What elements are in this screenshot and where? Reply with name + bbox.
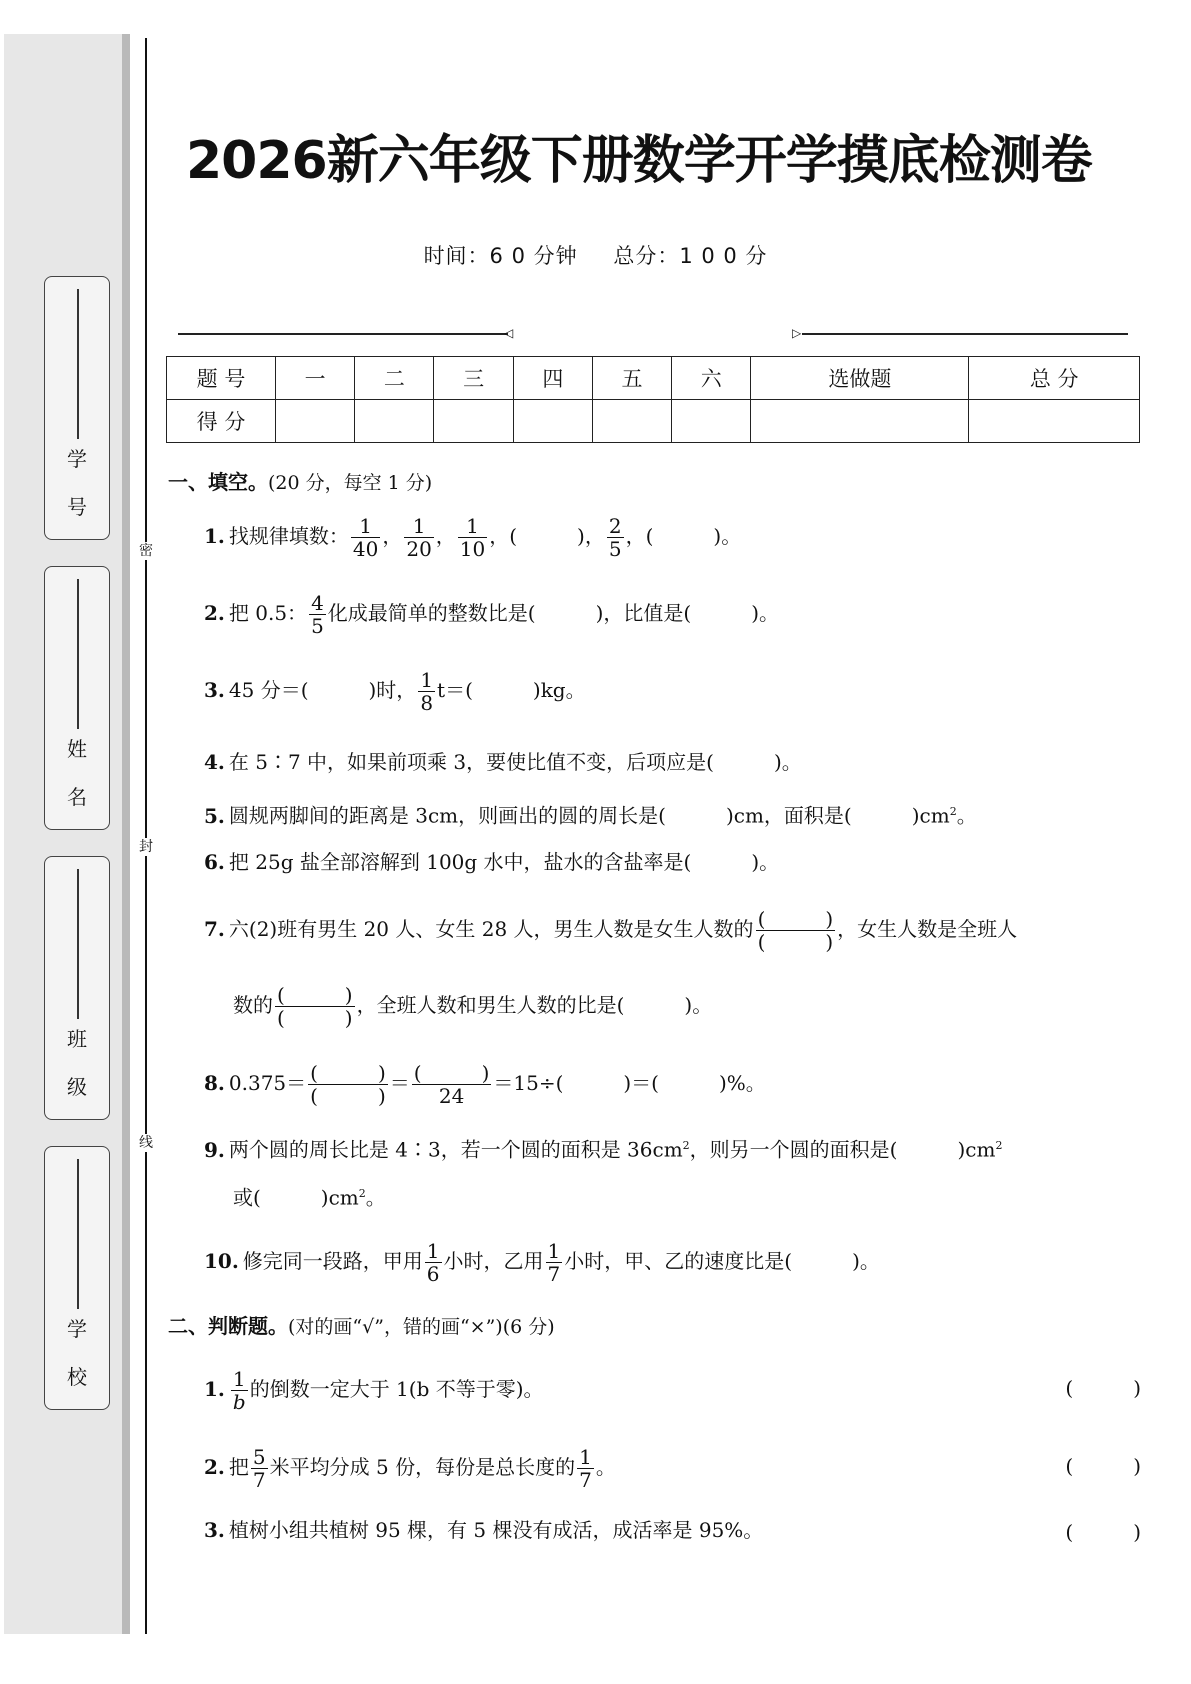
score-input-cell[interactable] <box>672 400 751 443</box>
numerator-blank[interactable]: ( ) <box>277 983 353 1007</box>
denominator: 7 <box>547 1262 561 1286</box>
numerator-blank[interactable]: ( ) <box>757 907 834 931</box>
binding-line <box>145 38 147 1634</box>
question-1-7 <box>204 908 1017 953</box>
question-text: 植树小组共植树 95 棵，有 5 棵没有成活，成活率是 95%。 <box>228 1518 764 1542</box>
question-text: 找规律填数： <box>228 524 349 548</box>
class-field[interactable] <box>44 856 110 1120</box>
question-1-4 <box>204 748 802 776</box>
question-text[interactable]: 圆规两脚间的距离是 3cm，则画出的圆的周长是( )cm，面积是( )cm <box>228 803 950 828</box>
question-number: 8. <box>204 1071 225 1095</box>
denominator: 10 <box>459 537 486 561</box>
divider-left <box>178 333 508 335</box>
question-text: 把 0.5： <box>228 601 308 625</box>
question-1-3 <box>204 669 586 714</box>
score-input-cell[interactable] <box>434 400 513 443</box>
denominator: 7 <box>252 1468 266 1492</box>
question-text: 0.375＝ <box>228 1071 307 1095</box>
denominator: 40 <box>352 537 379 561</box>
question-1-10 <box>204 1240 880 1285</box>
numerator: 1 <box>231 1368 248 1391</box>
numerator: 1 <box>579 1445 592 1469</box>
numerator: 5 <box>252 1445 266 1469</box>
table-cell: 三 <box>434 357 513 400</box>
question-1-5 <box>204 798 977 830</box>
judge-question-3 <box>204 1516 763 1544</box>
section-heading <box>168 1310 555 1339</box>
denominator: 8 <box>420 691 434 715</box>
left-arrow-icon: ◁ <box>504 326 514 340</box>
score-input-cell[interactable] <box>751 400 969 443</box>
fraction <box>607 515 624 560</box>
fraction <box>577 1446 594 1491</box>
question-text[interactable]: 小时，甲、乙的速度比是( )。 <box>564 1249 880 1273</box>
blank-line <box>77 1159 79 1309</box>
score-input-cell[interactable] <box>969 400 1140 443</box>
question-1-2 <box>204 592 779 637</box>
superscript: 2 <box>949 805 957 818</box>
question-1-7-cont <box>233 984 712 1029</box>
blank-line <box>77 289 79 439</box>
section-title: 一、填空。 <box>168 470 268 494</box>
question-text: 两个圆的周长比是 4∶3，若一个圆的面积是 36cm <box>228 1137 683 1162</box>
question-text: 六(2)班有男生 20 人、女生 28 人，男生人数是女生人数的 <box>228 917 754 941</box>
table-cell: 得 分 <box>167 400 276 443</box>
question-1-9 <box>204 1132 1002 1164</box>
table-score-row <box>167 400 1140 443</box>
section-note: (对的画“√”，错的画“×”)(6 分) <box>288 1316 555 1338</box>
numerator: 1 <box>404 515 433 538</box>
judge-answer-blank[interactable]: ( ) <box>1065 1376 1141 1400</box>
question-number: 5. <box>204 803 225 828</box>
judge-question-2 <box>204 1446 616 1491</box>
question-text: 数的 <box>233 993 273 1017</box>
superscript: 2 <box>995 1139 1003 1152</box>
question-text: 的倒数一定大于 1(b 不等于零)。 <box>249 1377 544 1401</box>
seal-mark-feng: 封 <box>136 838 156 856</box>
page-title: 2026新六年级下册数学开学摸底检测卷 <box>186 131 1092 191</box>
right-arrow-icon: ▷ <box>792 326 802 340</box>
question-text: 。 <box>365 1185 386 1210</box>
question-number: 2. <box>204 601 225 625</box>
table-cell: 总 分 <box>969 357 1140 400</box>
question-text[interactable]: 把 25g 盐全部溶解到 100g 水中，盐水的含盐率是( )。 <box>228 850 780 874</box>
question-text: 。 <box>595 1455 616 1479</box>
question-text[interactable]: ，全班人数和男生人数的比是( )。 <box>356 993 713 1017</box>
binding-margin-shade <box>122 34 130 1634</box>
question-number: 1. <box>204 524 225 548</box>
answer-blank[interactable]: ，( )。 <box>625 524 742 548</box>
denominator: 7 <box>579 1468 592 1492</box>
numerator: 1 <box>458 515 487 538</box>
divider-right <box>802 333 1128 335</box>
field-label <box>45 447 109 519</box>
table-cell: 选做题 <box>751 357 969 400</box>
table-cell: 四 <box>513 357 592 400</box>
question-1-6 <box>204 848 779 876</box>
denominator-blank[interactable]: ( ) <box>757 930 834 954</box>
denominator: 5 <box>608 537 622 561</box>
fraction <box>404 515 433 560</box>
question-1-9-cont <box>233 1180 386 1212</box>
judge-answer-blank[interactable]: ( ) <box>1065 1520 1141 1544</box>
superscript: 2 <box>358 1187 366 1200</box>
fraction <box>309 592 326 637</box>
numerator: 1 <box>351 515 380 538</box>
exam-info <box>0 240 1191 270</box>
fraction <box>458 515 487 560</box>
fraction <box>231 1368 248 1413</box>
table-cell: 一 <box>276 357 355 400</box>
score-input-cell[interactable] <box>276 400 355 443</box>
fraction-blank[interactable] <box>308 1062 388 1107</box>
fraction <box>546 1240 563 1285</box>
field-label-text: 学 号 <box>67 447 87 519</box>
score-input-cell[interactable] <box>513 400 592 443</box>
fraction <box>351 515 380 560</box>
question-text[interactable]: t＝( )kg。 <box>437 678 586 702</box>
section-heading <box>168 466 432 495</box>
fraction-blank[interactable] <box>756 908 836 953</box>
seal-mark-mi: 密 <box>136 542 156 560</box>
fraction <box>418 669 435 714</box>
numerator: 1 <box>420 668 434 692</box>
section-note: (20 分，每空 1 分) <box>268 472 433 494</box>
score-label: 总分：1 0 0 分 <box>613 244 768 268</box>
denominator-blank[interactable]: ( ) <box>277 1006 353 1030</box>
equals: ＝ <box>389 1071 410 1095</box>
question-number: 3. <box>204 1518 225 1542</box>
question-number: 4. <box>204 750 225 774</box>
field-label-text: 学 校 <box>67 1317 87 1389</box>
answer-blank[interactable]: ，( )， <box>489 524 605 548</box>
fraction <box>425 1240 442 1285</box>
question-text: 。 <box>956 803 977 828</box>
question-text: 米平均分成 5 份，每份是总长度的 <box>269 1455 576 1479</box>
section-title: 二、判断题。 <box>168 1314 288 1338</box>
field-label <box>45 1027 109 1099</box>
table-cell: 二 <box>355 357 434 400</box>
score-input-cell[interactable] <box>355 400 434 443</box>
field-label <box>45 737 109 809</box>
numerator: 1 <box>547 1239 561 1263</box>
question-number: 2. <box>204 1455 225 1479</box>
numerator-blank[interactable]: ( ) <box>413 1061 490 1085</box>
question-text: 把 <box>228 1455 249 1479</box>
question-number: 7. <box>204 917 225 941</box>
denominator: 5 <box>311 614 324 638</box>
question-text[interactable]: 45 分＝( )时， <box>228 678 417 702</box>
score-table <box>166 356 1140 443</box>
field-label-text: 班 级 <box>67 1027 87 1099</box>
question-text: 小时，乙用 <box>443 1249 544 1273</box>
table-cell: 五 <box>592 357 671 400</box>
numerator: 2 <box>608 514 622 538</box>
field-label <box>45 1317 109 1389</box>
student-id-field[interactable] <box>44 276 110 540</box>
question-text[interactable]: 化成最简单的整数比是( )，比值是( )。 <box>327 601 780 625</box>
fraction <box>251 1446 268 1491</box>
question-text: 修完同一段路，甲用 <box>242 1249 423 1273</box>
table-cell: 六 <box>672 357 751 400</box>
blank-line <box>77 869 79 1019</box>
fraction-blank[interactable] <box>412 1062 492 1107</box>
question-number: 10. <box>204 1249 239 1273</box>
seal-mark-xian: 线 <box>136 1134 156 1152</box>
question-text[interactable]: ，则另一个圆的面积是( )cm <box>689 1137 996 1162</box>
denominator: 24 <box>438 1084 465 1108</box>
denominator: b <box>232 1390 246 1414</box>
school-field[interactable] <box>44 1146 110 1410</box>
question-1-1: 1. 找规律填数： $\frac{1}{40}$ ， $\frac{1}{20}$ ， $\frac{1}{10}$ ，( )， $\frac{2}{5}$ ，( )。 <box>204 514 742 561</box>
question-text[interactable]: 或( )cm <box>233 1185 359 1210</box>
table-cell: 题 号 <box>167 357 276 400</box>
fraction-blank[interactable] <box>275 984 355 1029</box>
numerator: 4 <box>311 591 324 615</box>
question-number: 9. <box>204 1137 225 1162</box>
numerator: 1 <box>426 1239 440 1263</box>
numerator-blank[interactable]: ( ) <box>310 1061 386 1085</box>
score-input-cell[interactable] <box>592 400 671 443</box>
question-text[interactable]: ＝15÷( )＝( )%。 <box>493 1071 766 1095</box>
field-label-text: 姓 名 <box>67 737 87 809</box>
question-text: ，女生人数是全班人 <box>837 917 1018 941</box>
judge-answer-blank[interactable]: ( ) <box>1065 1454 1141 1478</box>
question-text[interactable]: 在 5∶7 中，如果前项乘 3，要使比值不变，后项应是( )。 <box>228 750 802 774</box>
question-1-8 <box>204 1062 766 1107</box>
judge-question-1 <box>204 1368 544 1413</box>
superscript: 2 <box>682 1139 690 1152</box>
denominator: 20 <box>406 537 432 561</box>
table-header-row <box>167 357 1140 400</box>
time-label: 时间：6 0 分钟 <box>423 244 578 268</box>
denominator-blank[interactable]: ( ) <box>310 1084 386 1108</box>
blank-line <box>77 579 79 729</box>
question-number: 6. <box>204 850 225 874</box>
denominator: 6 <box>426 1262 440 1286</box>
name-field[interactable] <box>44 566 110 830</box>
question-number: 1. <box>204 1377 225 1401</box>
question-number: 3. <box>204 678 225 702</box>
